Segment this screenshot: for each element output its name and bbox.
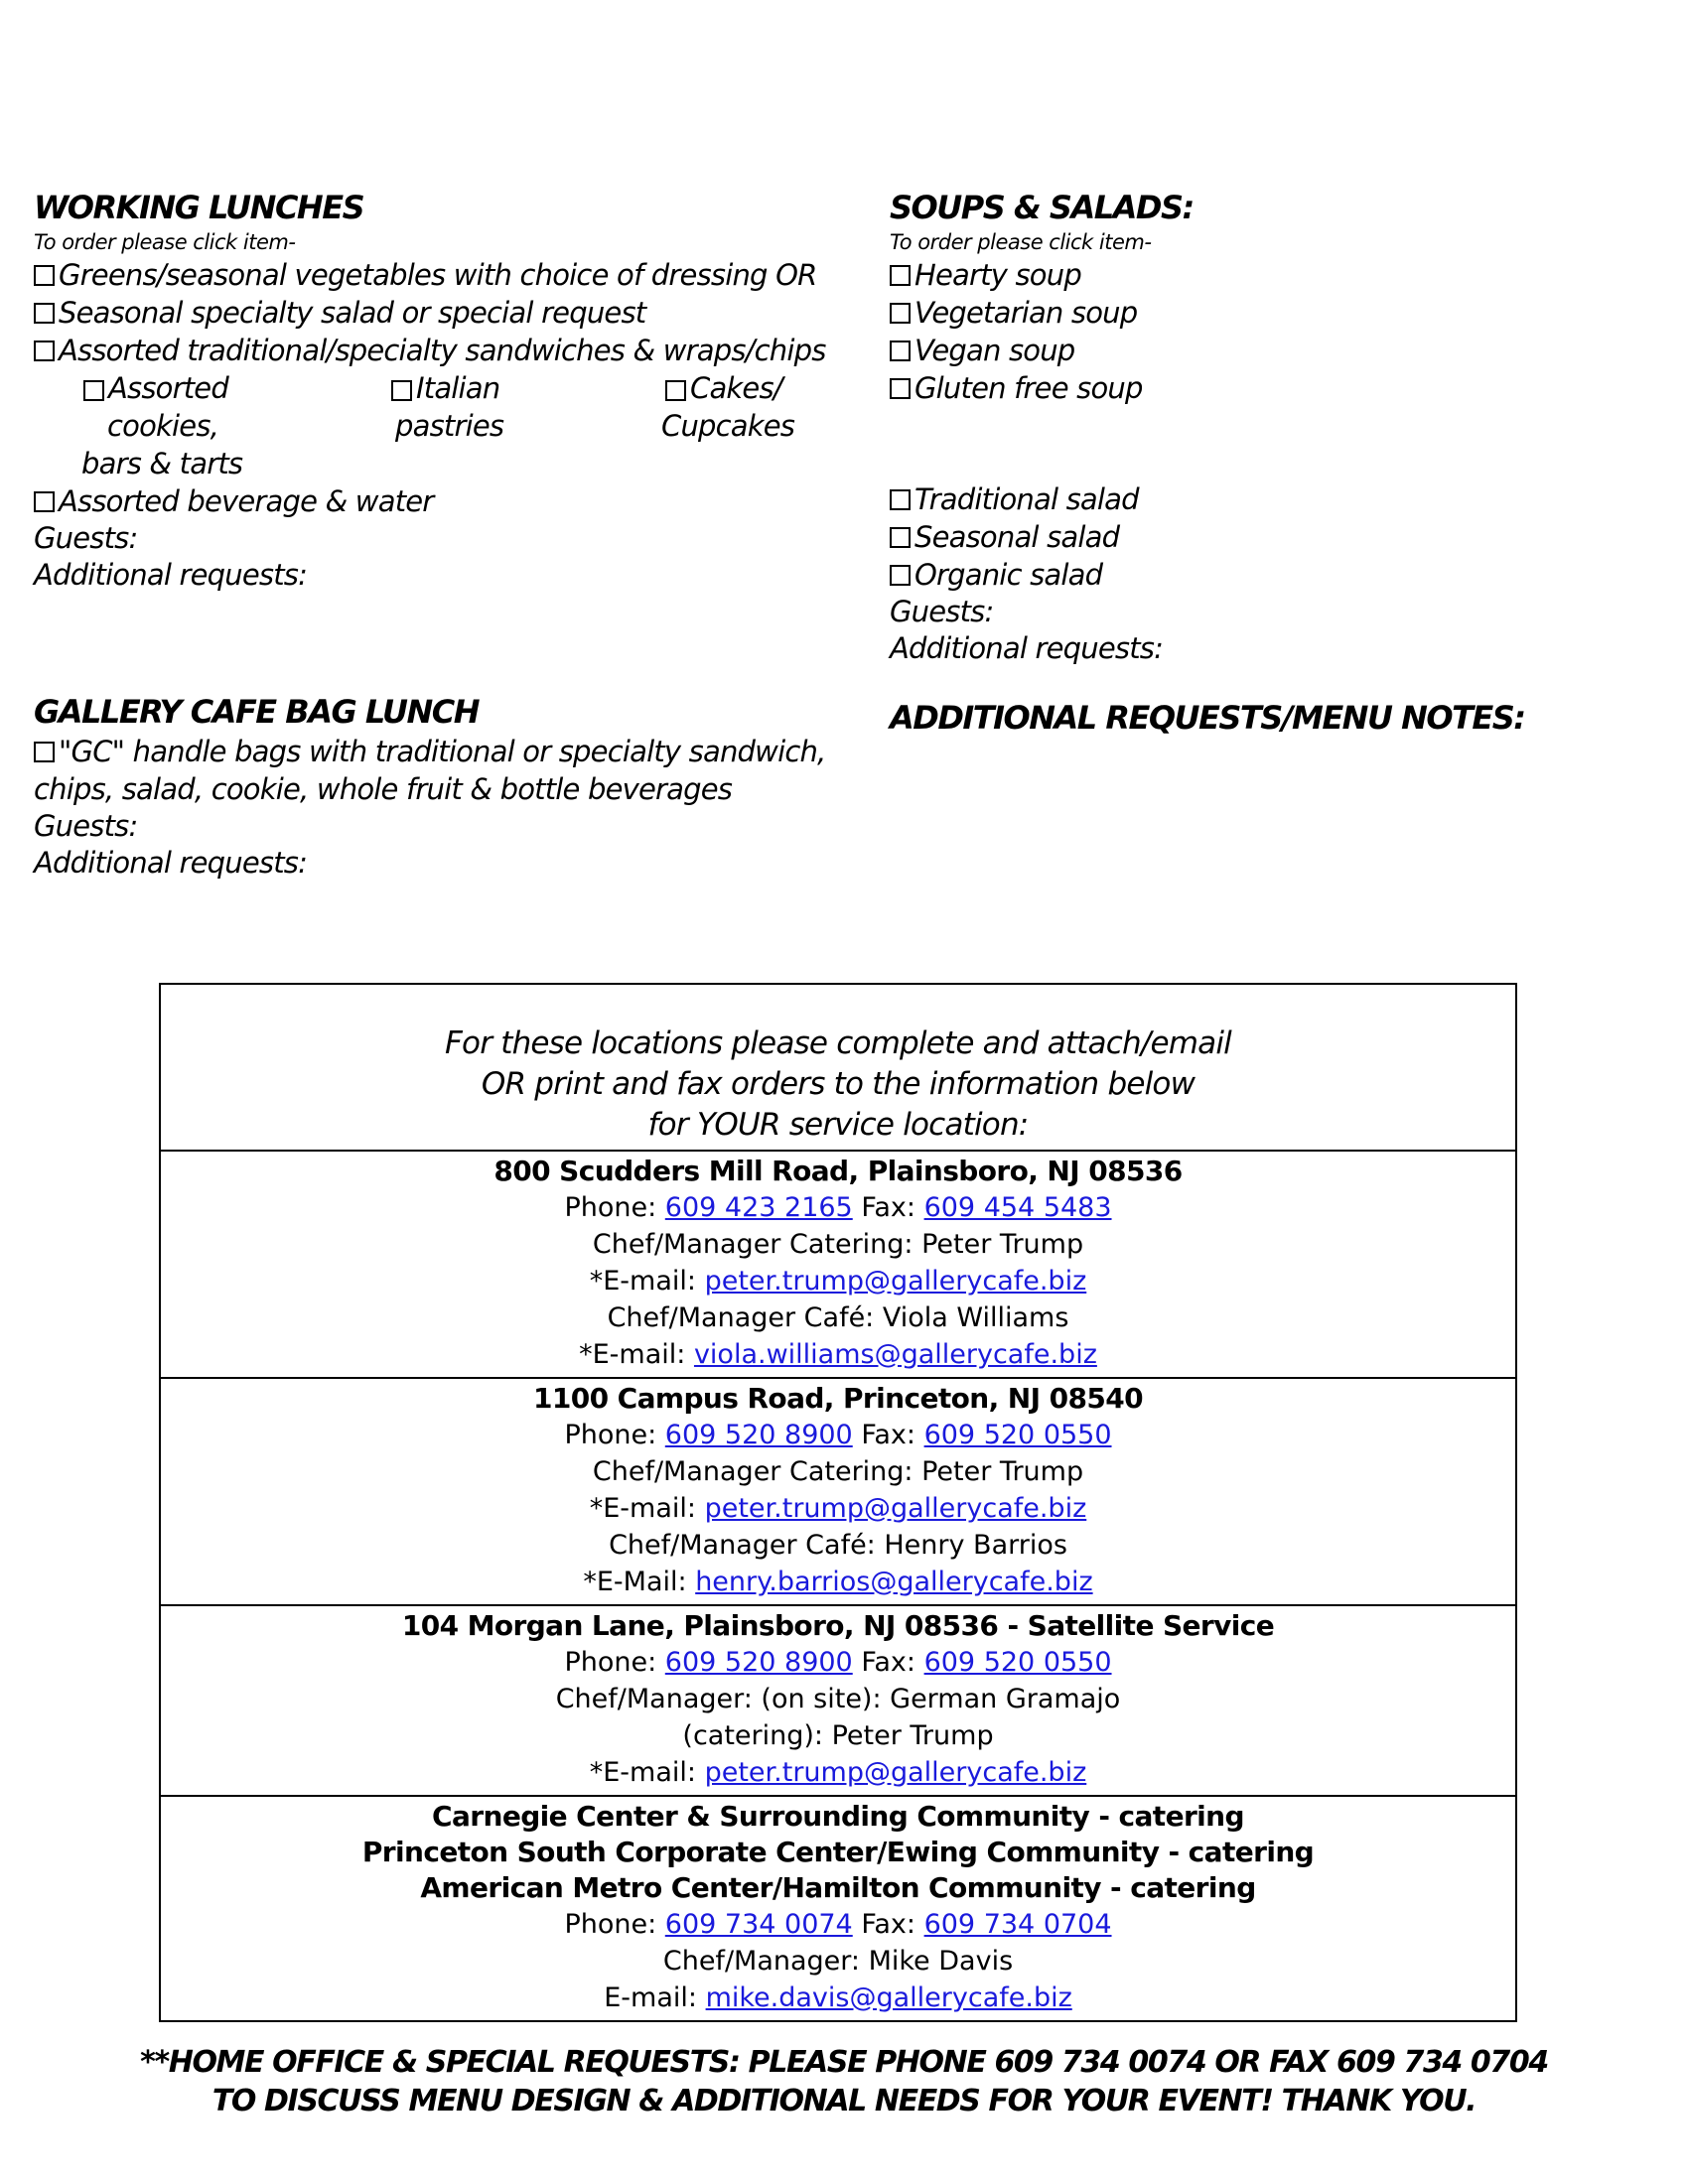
location-scudders-mill [161,1152,1515,1379]
phone-link[interactable]: 609 734 0074 [664,1909,853,1940]
checkbox[interactable] [665,380,686,401]
email-label: *E-Mail: [583,1567,696,1597]
fax-label: Fax: [852,1647,924,1678]
sweets-options [34,369,858,482]
order-item-label: Assorted [108,371,228,405]
footer-note [0,2043,1688,2120]
locations-header-line: For these locations please complete and attach/email [445,1025,1231,1061]
fax-link[interactable]: 609 734 0704 [923,1909,1112,1940]
checkbox[interactable] [34,341,55,361]
order-item-label: Traditional salad [914,482,1139,516]
phone-label: Phone: [564,1909,665,1940]
contact-phone-fax [161,1644,1515,1681]
contact-email [161,1754,1515,1791]
menu-notes-heading: ADDITIONAL REQUESTS/MENU NOTES: [890,699,1525,737]
checkbox[interactable] [34,303,55,324]
phone-link[interactable]: 609 520 8900 [664,1420,853,1450]
cafe-manager: Chef/Manager Café: Viola Williams [607,1302,1069,1333]
fax-link[interactable]: 609 520 0550 [923,1647,1112,1678]
order-item-label: Gluten free soup [914,371,1143,405]
contact-email [161,1336,1515,1373]
locations-header-line: for YOUR service location: [647,1107,1029,1143]
order-item-organic-salad[interactable] [890,556,1664,594]
order-item-traditional-salad[interactable] [890,480,1664,518]
contact-phone-fax [161,1906,1515,1943]
phone-link[interactable]: 609 520 8900 [664,1647,853,1678]
email-link[interactable]: viola.williams@gallerycafe.biz [693,1339,1097,1370]
order-item-label: bars & tarts [81,447,243,480]
phone-label: Phone: [564,1192,665,1223]
additional-requests-field[interactable]: Additional requests: [890,631,1164,665]
order-item-vegan-soup[interactable] [890,332,1664,369]
order-item-label: cookies, [107,409,219,443]
location-carnegie-center [161,1797,1515,2020]
soups-salads-instruction: To order please click item- [890,230,1152,254]
phone-label: Phone: [564,1420,665,1450]
checkbox[interactable] [890,378,911,399]
order-item-hearty-soup[interactable] [890,256,1664,294]
location-address: American Metro Center/Hamilton Community - catering [420,1871,1256,1904]
checkbox[interactable] [83,380,104,401]
contact-email [161,1263,1515,1299]
guests-field[interactable]: Guests: [34,809,138,843]
guests-field[interactable]: Guests: [34,521,138,555]
working-lunches-heading: WORKING LUNCHES [34,189,364,226]
contact-email [161,1564,1515,1600]
email-link[interactable]: peter.trump@gallerycafe.biz [704,1757,1087,1788]
checkbox[interactable] [391,380,412,401]
checkbox[interactable] [34,265,55,286]
email-link[interactable]: peter.trump@gallerycafe.biz [704,1266,1087,1297]
fax-label: Fax: [852,1909,924,1940]
checkbox[interactable] [890,565,911,586]
order-item-label: Hearty soup [914,258,1081,292]
guests-field[interactable]: Guests: [890,595,994,628]
order-item-label: Assorted beverage & water [59,484,434,518]
location-address: 800 Scudders Mill Road, Plainsboro, NJ 08536 [493,1155,1183,1187]
bag-lunch-heading: GALLERY CAFE BAG LUNCH [34,693,480,731]
phone-link[interactable]: 609 423 2165 [664,1192,853,1223]
cafe-manager: Chef/Manager Café: Henry Barrios [609,1530,1067,1561]
phone-label: Phone: [564,1647,665,1678]
order-item-beverage[interactable] [34,482,858,520]
order-item-seasonal-salad[interactable] [34,294,858,332]
order-item-seasonal-salad[interactable] [890,518,1664,556]
order-item-greens[interactable] [34,256,858,294]
order-item-label: Seasonal specialty salad or special request [59,296,646,330]
contact-email [161,1979,1515,2016]
bag-lunch-description: chips, salad, cookie, whole fruit & bottle beverages [34,772,733,806]
soups-salads-heading: SOUPS & SALADS: [890,189,1194,226]
catering-manager: Chef/Manager Catering: Peter Trump [592,1229,1084,1260]
email-label: *E-mail: [589,1757,705,1788]
order-item-label: Assorted traditional/specialty sandwiches & wraps/chips [59,334,826,367]
order-item-label: Cupcakes [661,409,795,443]
checkbox[interactable] [890,265,911,286]
onsite-manager: Chef/Manager: (on site): German Gramajo [555,1684,1121,1714]
checkbox[interactable] [34,491,55,512]
fax-label: Fax: [852,1192,924,1223]
checkbox[interactable] [34,742,55,762]
order-item-label: "GC" handle bags with traditional or specialty sandwich, [59,735,826,768]
footer-line: **HOME OFFICE & SPECIAL REQUESTS: PLEASE PHONE 609 734 0074 OR FAX 609 734 0704 [140,2045,1548,2080]
location-campus-road [161,1379,1515,1606]
fax-link[interactable]: 609 520 0550 [923,1420,1112,1450]
order-item-label: Greens/seasonal vegetables with choice of dressing OR [59,258,817,292]
order-item-sandwiches[interactable] [34,332,858,369]
right-column [890,187,1664,739]
email-label: *E-mail: [589,1266,705,1297]
manager: Chef/Manager: Mike Davis [662,1946,1014,1977]
order-item-vegetarian-soup[interactable] [890,294,1664,332]
location-address: Carnegie Center & Surrounding Community - catering [432,1800,1244,1833]
additional-requests-field[interactable]: Additional requests: [34,846,308,880]
locations-header-line: OR print and fax orders to the information below [481,1066,1196,1102]
catering-manager: (catering): Peter Trump [682,1720,994,1751]
location-morgan-lane [161,1606,1515,1797]
footer-line: TO DISCUSS MENU DESIGN & ADDITIONAL NEEDS FOR YOUR EVENT! THANK YOU. [211,2084,1477,2118]
contact-phone-fax [161,1189,1515,1226]
email-label: *E-mail: [579,1339,694,1370]
order-item-cookies[interactable] [83,369,242,482]
location-address: 1100 Campus Road, Princeton, NJ 08540 [532,1382,1143,1415]
order-item-label: Vegetarian soup [914,296,1138,330]
fax-link[interactable]: 609 454 5483 [923,1192,1112,1223]
order-item-label: Cakes/ [690,371,782,405]
location-address: 104 Morgan Lane, Plainsboro, NJ 08536 - Satellite Service [401,1609,1275,1642]
order-item-label: Organic salad [914,558,1103,592]
fax-label: Fax: [852,1420,924,1450]
email-link[interactable]: henry.barrios@gallerycafe.biz [695,1567,1093,1597]
email-link[interactable]: mike.davis@gallerycafe.biz [705,1982,1072,2013]
email-label: *E-mail: [589,1493,705,1524]
order-item-pastries[interactable] [391,369,503,445]
working-lunches-instruction: To order please click item- [34,230,296,254]
order-item-label: Seasonal salad [914,520,1120,554]
contact-phone-fax [161,1417,1515,1453]
locations-table [159,983,1517,2022]
order-item-label: pastries [395,409,504,443]
left-column [34,187,858,882]
catering-manager: Chef/Manager Catering: Peter Trump [592,1456,1084,1487]
email-label: E-mail: [604,1982,706,2013]
order-item-label: Vegan soup [914,334,1075,367]
location-address: Princeton South Corporate Center/Ewing Community - catering [361,1836,1315,1868]
order-item-label: Italian [416,371,500,405]
locations-header [161,985,1515,1152]
order-item-cakes[interactable] [661,369,795,445]
order-item-gluten-free-soup[interactable] [890,369,1664,407]
checkbox[interactable] [890,341,911,361]
checkbox[interactable] [890,489,911,510]
order-item-bag-lunch[interactable] [34,733,858,770]
checkbox[interactable] [890,303,911,324]
additional-requests-field[interactable]: Additional requests: [34,558,308,592]
contact-email [161,1490,1515,1527]
email-link[interactable]: peter.trump@gallerycafe.biz [704,1493,1087,1524]
checkbox[interactable] [890,527,911,548]
